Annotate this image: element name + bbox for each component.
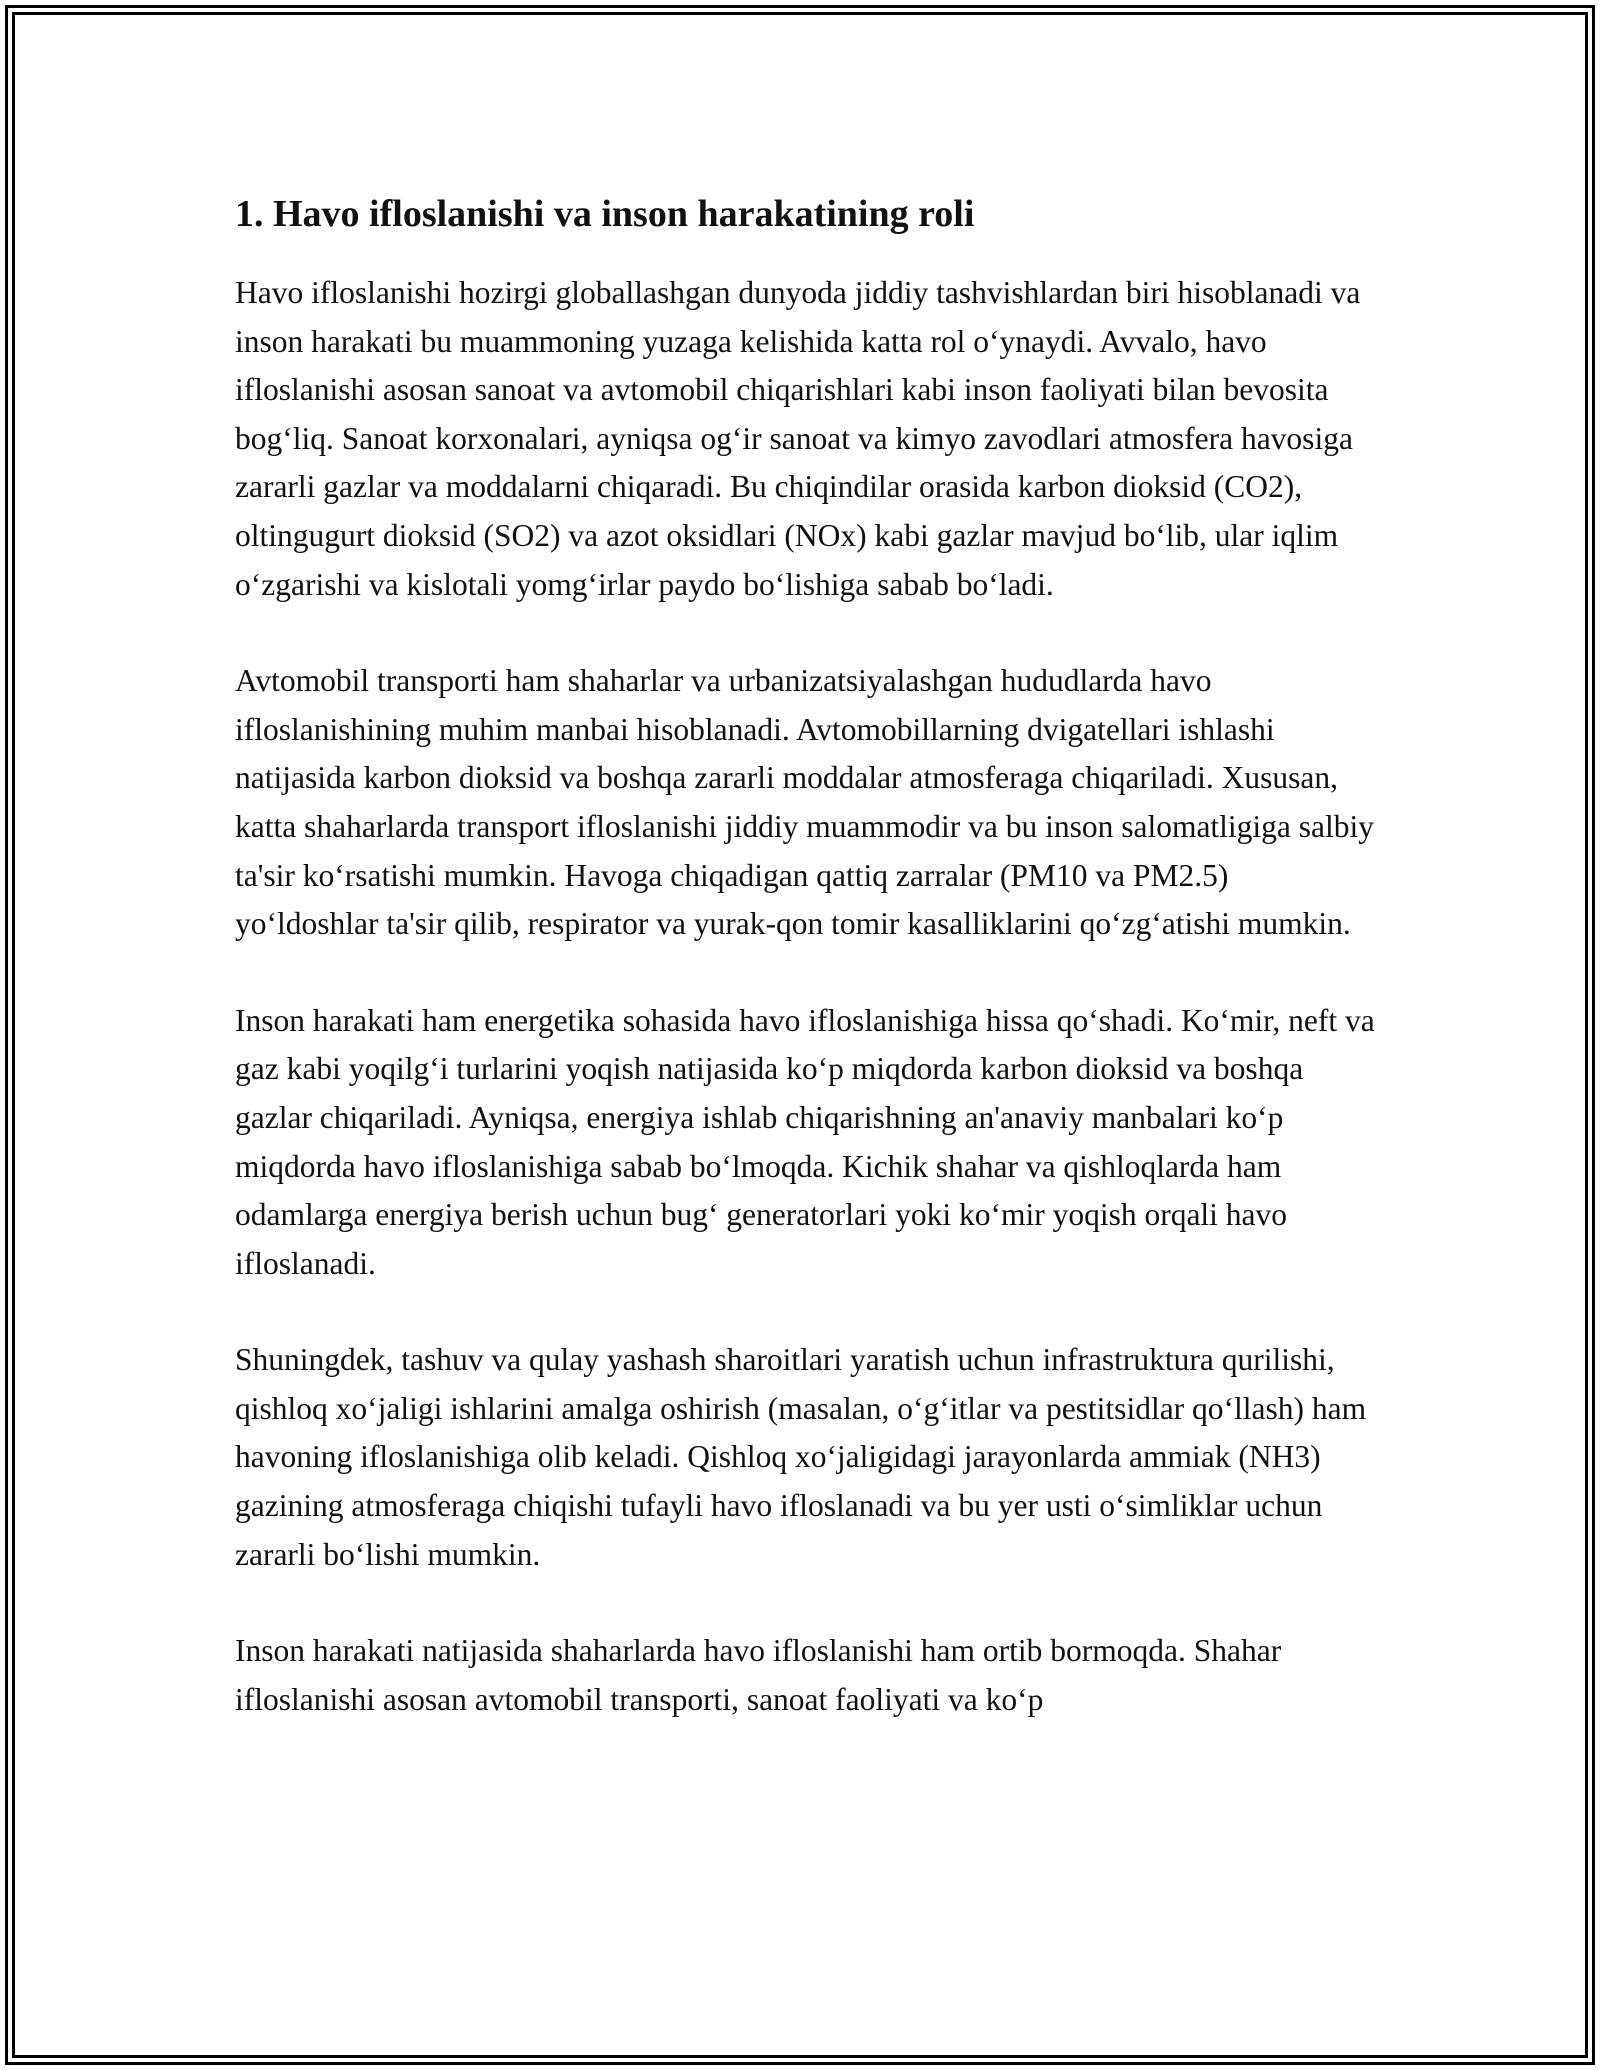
document-page bbox=[235, 186, 1375, 1724]
paragraph-1: Havo ifloslanishi hozirgi globallashgan dunyoda jiddiy tashvishlardan biri hisoblanadi va inson harakati bu muammoning yuzaga kelishida katta rol o‘ynaydi. Avvalo, havo ifloslanishi asosan sanoat va avtomobil chiqarishlari kabi inson faoliyati bilan bevosita bog‘liq. Sanoat korxonalari, ayniqsa og‘ir sanoat va kimyo zavodlari atmosfera havosiga zararli gazlar va moddalarni chiqaradi. Bu chiqindilar orasida karbon dioksid (CO2), oltingugurt dioksid (SO2) va azot oksidlari (NOx) kabi gazlar mavjud bo‘lib, ular iqlim o‘zgarishi va kislotali yomg‘irlar paydo bo‘lishiga sabab bo‘ladi. bbox=[235, 275, 1361, 602]
paragraph-4: Shuningdek, tashuv va qulay yashash sharoitlari yaratish uchun infrastruktura qurilishi, qishloq xo‘jaligi ishlarini amalga oshirish (masalan, o‘g‘itlar va pestitsidlar qo‘llash) ham havoning ifloslanishiga olib keladi. Qishloq xo‘jaligidagi jarayonlarda ammiak (NH3) gazining atmosferaga chiqishi tufayli havo ifloslanadi va bu yer usti o‘simliklar uchun zararli bo‘lishi mumkin. bbox=[235, 1342, 1367, 1572]
paragraph-2: Avtomobil transporti ham shaharlar va urbanizatsiyalashgan hududlarda havo ifloslanishining muhim manbai hisoblanadi. Avtomobillarning dvigatellari ishlashi natijasida karbon dioksid va boshqa zararli moddalar atmosferaga chiqariladi. Xususan, katta shaharlarda transport ifloslanishi jiddiy muammodir va bu inson salomatligiga salbiy ta'sir ko‘rsatishi mumkin. Havoga chiqadigan qattiq zarralar (PM10 va PM2.5) yo‘ldoshlar ta'sir qilib, respirator va yurak-qon tomir kasalliklarini qo‘zg‘atishi mumkin. bbox=[235, 663, 1375, 942]
section-heading: 1. Havo ifloslanishi va inson harakatining roli bbox=[235, 193, 975, 235]
paragraph-5: Inson harakati natijasida shaharlarda havo ifloslanishi ham ortib bormoqda. Shahar ifloslanishi asosan avtomobil transporti, sanoat faoliyati va ko‘p bbox=[235, 1633, 1282, 1717]
paragraph-3: Inson harakati ham energetika sohasida havo ifloslanishiga hissa qo‘shadi. Ko‘mir, neft va gaz kabi yoqilg‘i turlarini yoqish natijasida ko‘p miqdorda karbon dioksid va boshqa gazlar chiqariladi. Ayniqsa, energiya ishlab chiqarishning an'anaviy manbalari ko‘p miqdorda havo ifloslanishiga sabab bo‘lmoqda. Kichik shahar va qishloqlarda ham odamlarga energiya berish uchun bug‘ generatorlari yoki ko‘mir yoqish orqali havo ifloslanadi. bbox=[235, 1002, 1375, 1281]
